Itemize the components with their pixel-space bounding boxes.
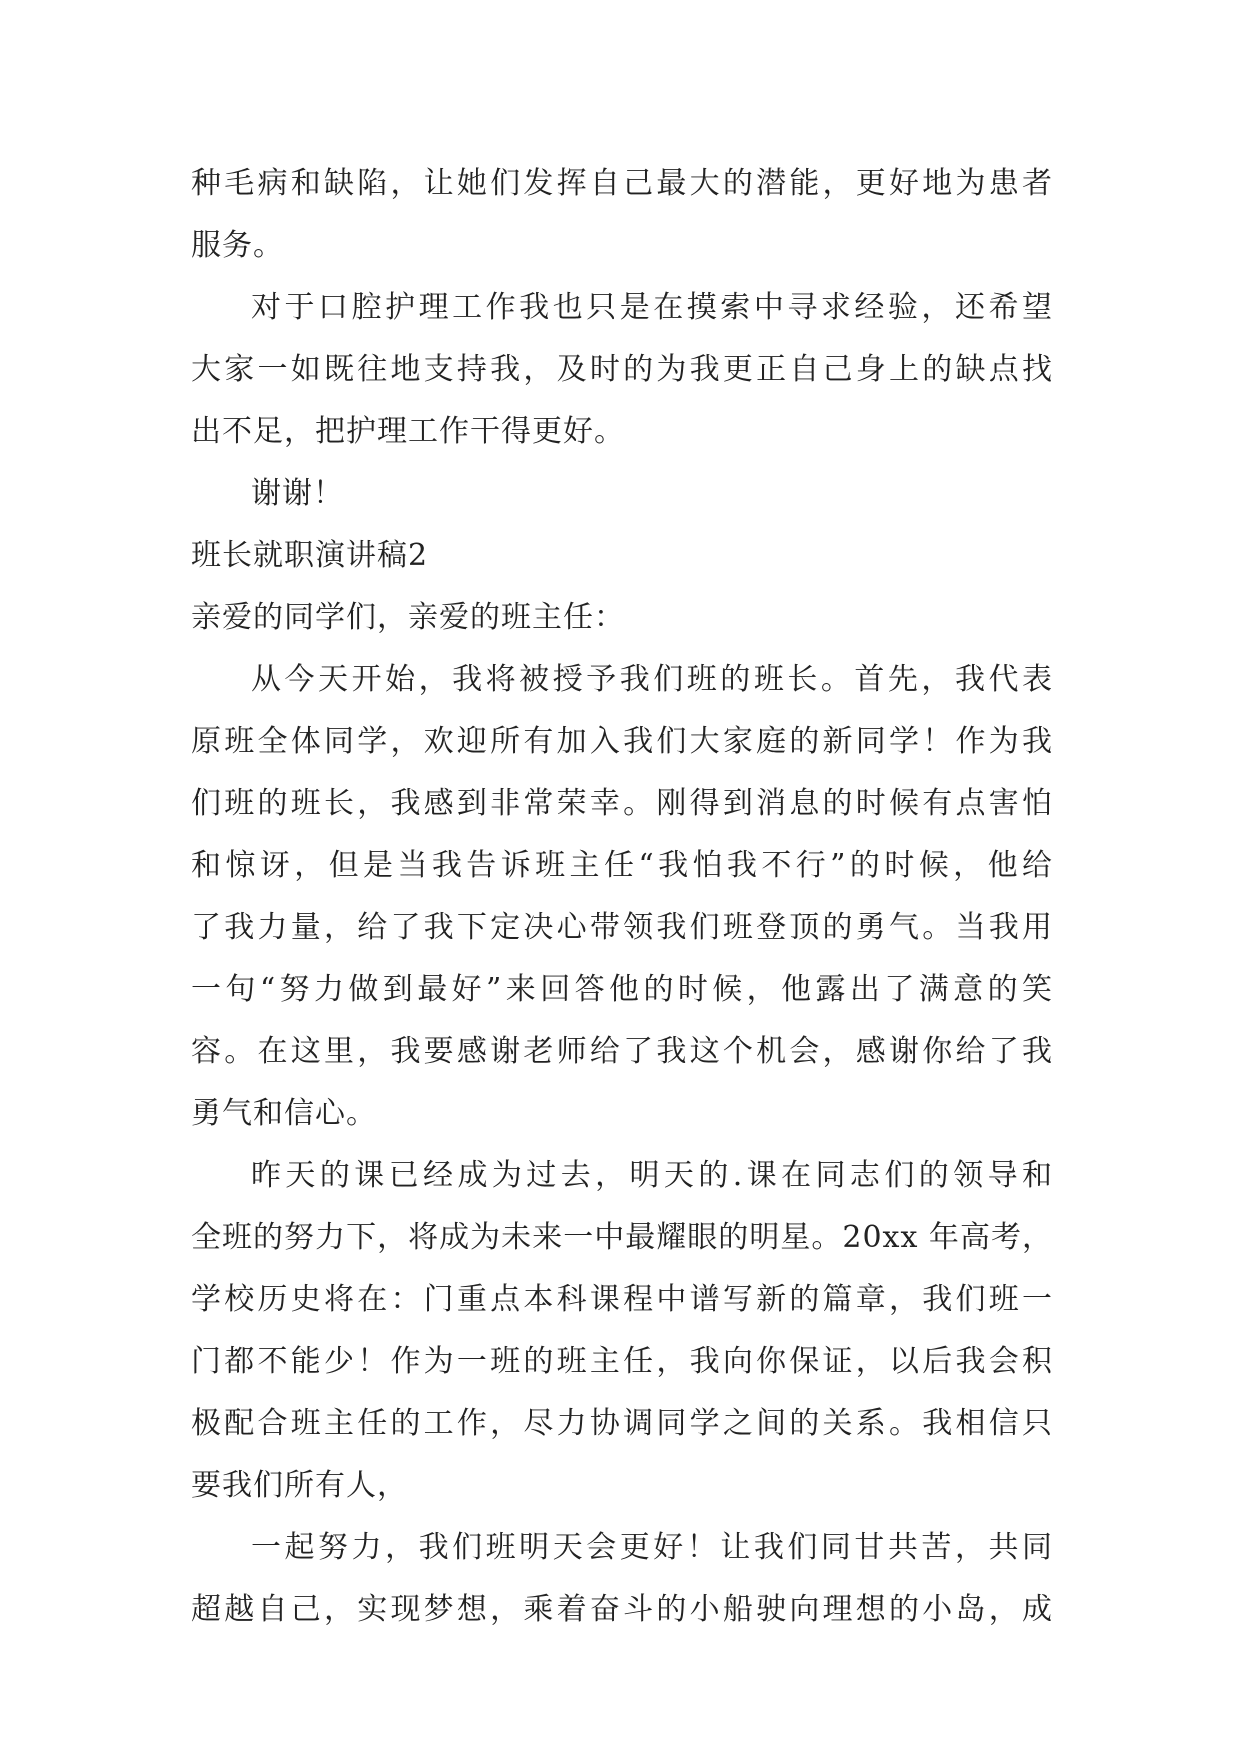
body-line: 了我力量，给了我下定决心带领我们班登顶的勇气。当我用 — [191, 910, 1053, 945]
body-line: 昨天的课已经成为过去，明天的.课在同志们的领导和 — [251, 1158, 1053, 1193]
body-line: 一句“努力做到最好”来回答他的时候，他露出了满意的笑 — [191, 972, 1053, 1007]
body-line: 一起努力，我们班明天会更好！让我们同甘共苦，共同 — [251, 1530, 1053, 1565]
section-heading: 班长就职演讲稿2 — [191, 538, 429, 573]
body-line: 对于口腔护理工作我也只是在摸索中寻求经验，还希望 — [251, 290, 1053, 325]
body-line: 超越自己，实现梦想，乘着奋斗的小船驶向理想的小岛，成 — [191, 1592, 1053, 1627]
body-line: 极配合班主任的工作，尽力协调同学之间的关系。我相信只 — [191, 1406, 1053, 1441]
body-line: 学校历史将在：门重点本科课程中谱写新的篇章，我们班一 — [191, 1282, 1053, 1317]
body-line: 全班的努力下，将成为未来一中最耀眼的明星。20xx 年高考， — [191, 1220, 1053, 1255]
document-body — [191, 153, 1053, 1641]
body-line: 容。在这里，我要感谢老师给了我这个机会，感谢你给了我 — [191, 1034, 1053, 1069]
body-line: 门都不能少！作为一班的班主任，我向你保证，以后我会积 — [191, 1344, 1053, 1379]
body-line: 勇气和信心。 — [191, 1096, 377, 1131]
body-line: 和惊讶，但是当我告诉班主任“我怕我不行”的时候，他给 — [191, 848, 1053, 883]
salutation-line: 亲爱的同学们，亲爱的班主任： — [191, 600, 625, 635]
body-line: 大家一如既往地支持我，及时的为我更正自己身上的缺点找 — [191, 352, 1053, 387]
body-line: 种毛病和缺陷，让她们发挥自己最大的潜能，更好地为患者 — [191, 166, 1053, 201]
body-line: 从今天开始，我将被授予我们班的班长。首先，我代表 — [251, 662, 1053, 697]
body-line: 出不足，把护理工作干得更好。 — [191, 414, 625, 449]
body-line: 们班的班长，我感到非常荣幸。刚得到消息的时候有点害怕 — [191, 786, 1053, 821]
body-line: 要我们所有人， — [191, 1468, 408, 1503]
body-line: 服务。 — [191, 228, 284, 263]
body-line: 原班全体同学，欢迎所有加入我们大家庭的新同学！作为我 — [191, 724, 1053, 759]
body-line: 谢谢！ — [251, 476, 344, 511]
